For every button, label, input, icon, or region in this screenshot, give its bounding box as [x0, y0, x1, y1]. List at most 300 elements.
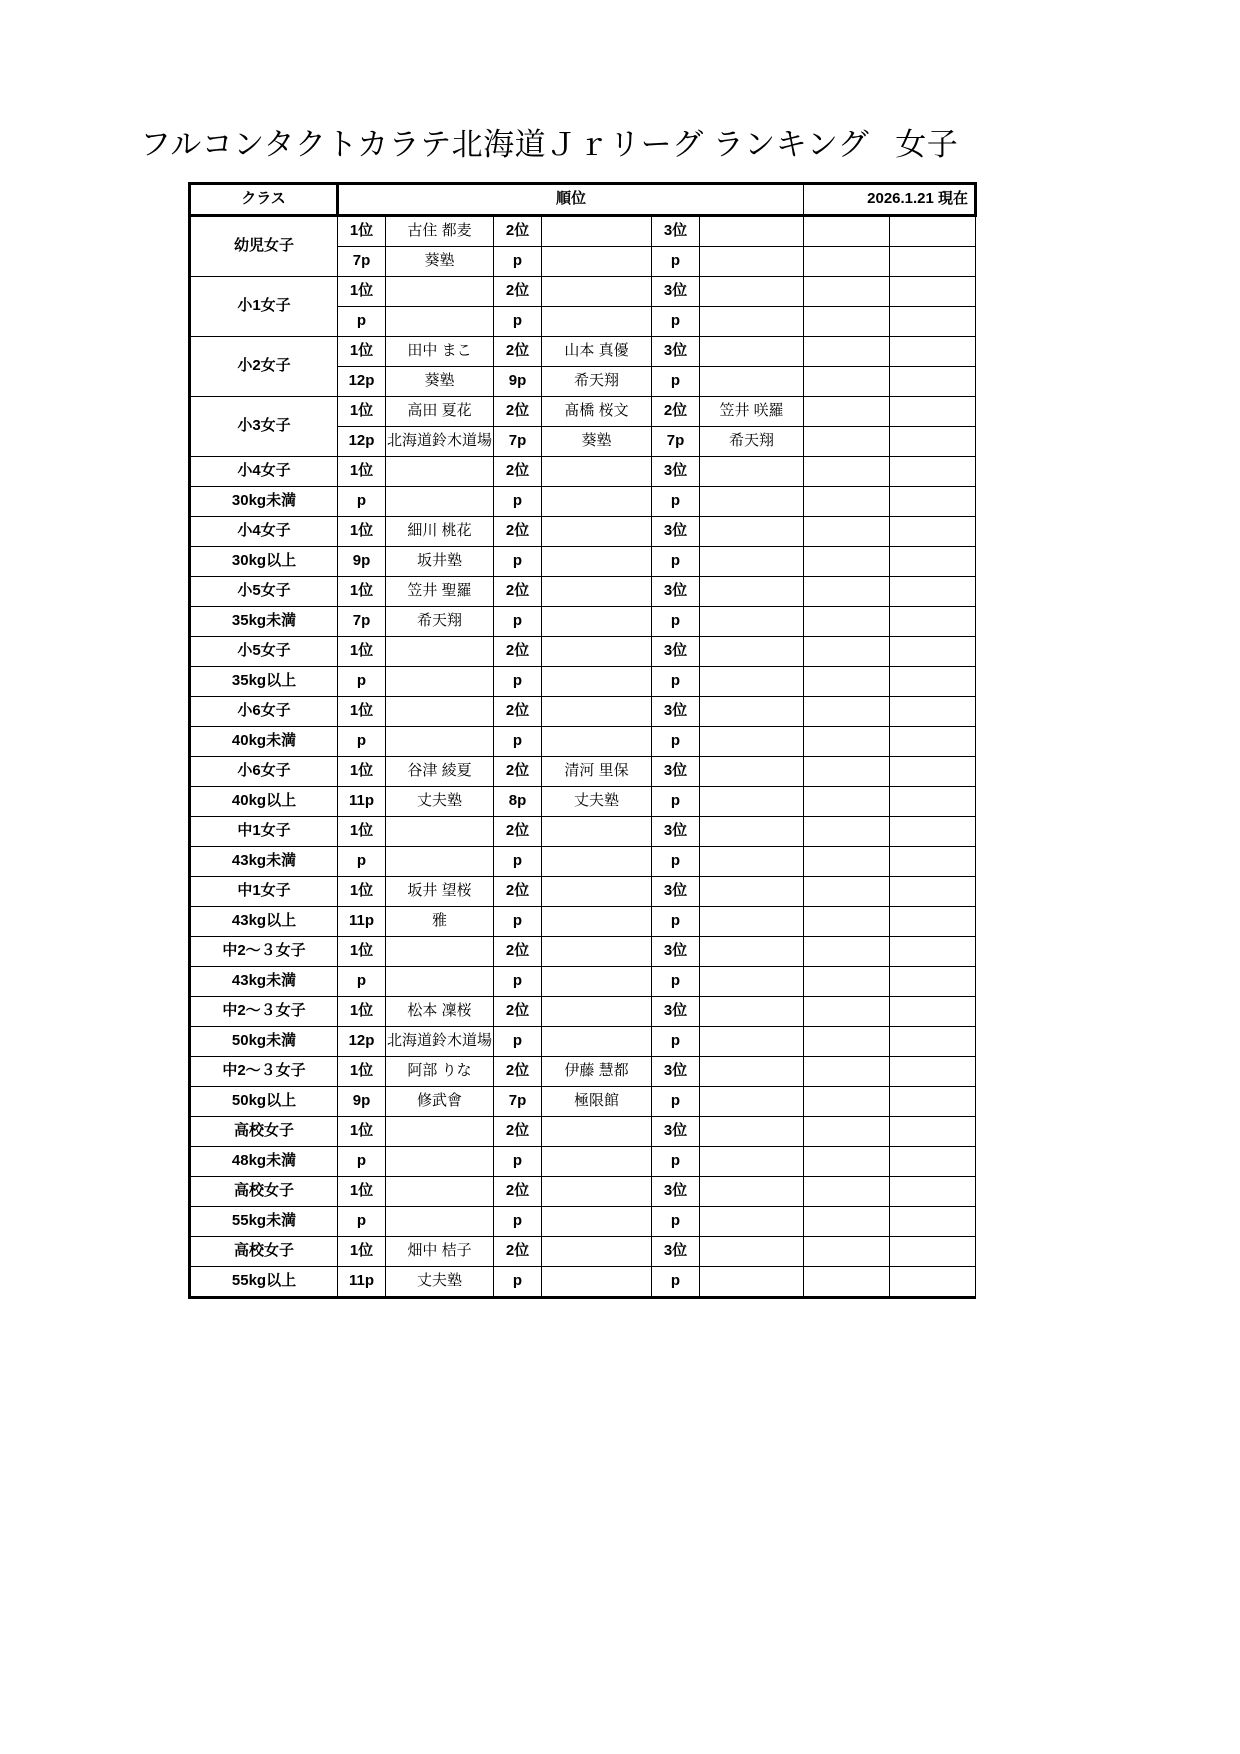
class-label [190, 997, 338, 1027]
competitor-name [386, 1117, 494, 1147]
empty-cell [890, 216, 976, 247]
points-value: p [494, 307, 542, 337]
ranking-table [188, 182, 977, 1299]
rank-label: 1位 [338, 1177, 386, 1207]
rank-label: 1位 [338, 277, 386, 307]
competitor-name: 坂井 望桜 [386, 877, 494, 907]
points-value: 7p [338, 607, 386, 637]
class-label [190, 1057, 338, 1087]
empty-cell [890, 937, 976, 967]
dojo-name [700, 727, 804, 757]
dojo-name [700, 307, 804, 337]
rank-label: 1位 [338, 216, 386, 247]
competitor-name: 笠井 咲羅 [700, 397, 804, 427]
points-value: p [338, 307, 386, 337]
empty-cell [890, 1147, 976, 1177]
page-title-main: フルコンタクトカラテ北海道Ｊｒリーグ ランキング [140, 127, 870, 162]
empty-cell [890, 487, 976, 517]
table-row [190, 937, 976, 967]
rank-label: 3位 [652, 877, 700, 907]
table-row [190, 337, 976, 367]
class-weight-label: 30kg以上 [190, 547, 338, 577]
empty-cell [804, 697, 890, 727]
competitor-name [542, 637, 652, 667]
points-value: 12p [338, 1027, 386, 1057]
class-label-line1: 小5女子 [237, 582, 291, 600]
class-label [190, 817, 338, 847]
rank-label: 1位 [338, 1237, 386, 1267]
class-weight-label: 35kg未満 [190, 607, 338, 637]
rank-label: 1位 [338, 337, 386, 367]
rank-label: 2位 [494, 757, 542, 787]
points-value: 12p [338, 427, 386, 457]
points-value: p [338, 487, 386, 517]
competitor-name [542, 697, 652, 727]
empty-cell [890, 697, 976, 727]
points-value: p [338, 667, 386, 697]
dojo-name [386, 307, 494, 337]
empty-cell [804, 757, 890, 787]
dojo-name: 丈夫塾 [386, 787, 494, 817]
empty-cell [804, 847, 890, 877]
points-value: p [494, 247, 542, 277]
dojo-name: 修武會 [386, 1087, 494, 1117]
points-value: p [338, 727, 386, 757]
rank-label: 1位 [338, 397, 386, 427]
class-label-line1: 小3女子 [237, 417, 291, 435]
table-row [190, 637, 976, 667]
competitor-name [542, 1237, 652, 1267]
class-label-line1: 小6女子 [237, 702, 291, 720]
header-class: クラス [190, 184, 338, 216]
points-value: p [494, 487, 542, 517]
empty-cell [804, 216, 890, 247]
competitor-name [542, 817, 652, 847]
competitor-name: 古住 都麦 [386, 216, 494, 247]
class-label-line1: 中2〜３女子 [222, 1002, 306, 1020]
points-value: p [652, 1027, 700, 1057]
empty-cell [890, 607, 976, 637]
table-row-points [190, 487, 976, 517]
rank-label: 3位 [652, 577, 700, 607]
rank-label: 3位 [652, 216, 700, 247]
points-value: p [494, 667, 542, 697]
class-label [190, 1117, 338, 1147]
competitor-name [700, 757, 804, 787]
rank-label: 3位 [652, 517, 700, 547]
empty-cell [890, 757, 976, 787]
table-row-points [190, 727, 976, 757]
rank-label: 2位 [494, 457, 542, 487]
empty-cell [890, 997, 976, 1027]
competitor-name [700, 817, 804, 847]
empty-cell [804, 997, 890, 1027]
class-label-line1: 小6女子 [237, 762, 291, 780]
dojo-name [386, 1147, 494, 1177]
class-label-line1: 高校女子 [233, 1122, 294, 1140]
table-header-row [190, 184, 976, 216]
dojo-name: 北海道鈴木道場 [386, 427, 494, 457]
empty-cell [804, 547, 890, 577]
rank-label: 1位 [338, 757, 386, 787]
class-label [190, 1177, 338, 1207]
class-label [190, 337, 338, 397]
points-value: 8p [494, 787, 542, 817]
dojo-name [542, 1267, 652, 1298]
points-value: p [338, 847, 386, 877]
class-label [190, 397, 338, 457]
competitor-name: 細川 桃花 [386, 517, 494, 547]
table-row-points [190, 1087, 976, 1117]
empty-cell [804, 1057, 890, 1087]
empty-cell [890, 1117, 976, 1147]
class-label [190, 517, 338, 547]
competitor-name: 畑中 桔子 [386, 1237, 494, 1267]
class-label [190, 457, 338, 487]
class-label [190, 877, 338, 907]
competitor-name [700, 337, 804, 367]
dojo-name [700, 247, 804, 277]
rank-label: 1位 [338, 457, 386, 487]
dojo-name [700, 547, 804, 577]
points-value: p [652, 847, 700, 877]
competitor-name [386, 457, 494, 487]
rank-label: 2位 [494, 1177, 542, 1207]
dojo-name [700, 487, 804, 517]
table-row [190, 216, 976, 247]
points-value: p [652, 667, 700, 697]
table-row-points [190, 1207, 976, 1237]
rank-label: 2位 [494, 1057, 542, 1087]
table-row-points [190, 547, 976, 577]
empty-cell [890, 307, 976, 337]
competitor-name [700, 1057, 804, 1087]
header-date: 2026.1.21 現在 [804, 184, 976, 216]
empty-cell [804, 877, 890, 907]
points-value: p [652, 307, 700, 337]
rank-label: 2位 [494, 1237, 542, 1267]
empty-cell [804, 817, 890, 847]
class-label-line1: 幼児女子 [233, 237, 294, 255]
competitor-name: 松本 凜桜 [386, 997, 494, 1027]
empty-cell [804, 277, 890, 307]
empty-cell [804, 517, 890, 547]
empty-cell [890, 247, 976, 277]
empty-cell [804, 337, 890, 367]
table-row [190, 877, 976, 907]
dojo-name: 坂井塾 [386, 547, 494, 577]
competitor-name: 清河 里保 [542, 757, 652, 787]
table-row-points [190, 1147, 976, 1177]
empty-cell [804, 727, 890, 757]
competitor-name [386, 697, 494, 727]
empty-cell [890, 877, 976, 907]
table-row-points [190, 847, 976, 877]
competitor-name [700, 577, 804, 607]
rank-label: 3位 [652, 1237, 700, 1267]
empty-cell [804, 427, 890, 457]
points-value: p [652, 247, 700, 277]
competitor-name [542, 517, 652, 547]
points-value: p [652, 487, 700, 517]
class-label-line1: 小4女子 [237, 462, 291, 480]
points-value: p [494, 1147, 542, 1177]
empty-cell [804, 1177, 890, 1207]
rank-label: 2位 [494, 637, 542, 667]
class-label [190, 216, 338, 277]
points-value: p [652, 607, 700, 637]
competitor-name [700, 216, 804, 247]
page-title-suffix: 女子 [895, 127, 959, 162]
class-label [190, 577, 338, 607]
points-value: p [338, 1207, 386, 1237]
rank-label: 3位 [652, 997, 700, 1027]
dojo-name [542, 1207, 652, 1237]
dojo-name [542, 547, 652, 577]
points-value: p [652, 547, 700, 577]
class-weight-label: 50kg未満 [190, 1027, 338, 1057]
class-weight-label: 43kg以上 [190, 907, 338, 937]
empty-cell [890, 1237, 976, 1267]
class-label [190, 937, 338, 967]
dojo-name [542, 487, 652, 517]
rank-label: 1位 [338, 517, 386, 547]
empty-cell [890, 637, 976, 667]
points-value: 7p [338, 247, 386, 277]
dojo-name [542, 847, 652, 877]
points-value: p [494, 1207, 542, 1237]
table-row-points [190, 787, 976, 817]
table-row [190, 757, 976, 787]
competitor-name [700, 1237, 804, 1267]
empty-cell [804, 1027, 890, 1057]
table-row [190, 517, 976, 547]
dojo-name [700, 1207, 804, 1237]
table-row [190, 277, 976, 307]
competitor-name [700, 877, 804, 907]
empty-cell [890, 967, 976, 997]
table-row [190, 457, 976, 487]
class-label-line1: 小2女子 [237, 357, 291, 375]
competitor-name [386, 817, 494, 847]
dojo-name [700, 847, 804, 877]
rank-label: 3位 [652, 1177, 700, 1207]
competitor-name [542, 457, 652, 487]
class-label-line1: 高校女子 [233, 1182, 294, 1200]
points-value: 7p [652, 427, 700, 457]
class-label [190, 637, 338, 667]
rank-label: 1位 [338, 577, 386, 607]
points-value: 9p [338, 547, 386, 577]
empty-cell [890, 1087, 976, 1117]
rank-label: 2位 [494, 517, 542, 547]
dojo-name [542, 967, 652, 997]
rank-label: 3位 [652, 337, 700, 367]
points-value: p [338, 1147, 386, 1177]
points-value: 11p [338, 1267, 386, 1298]
empty-cell [804, 1207, 890, 1237]
rank-label: 2位 [494, 697, 542, 727]
empty-cell [890, 337, 976, 367]
dojo-name [542, 727, 652, 757]
competitor-name [542, 577, 652, 607]
page-title [140, 119, 958, 164]
table-row-points [190, 607, 976, 637]
empty-cell [890, 727, 976, 757]
competitor-name: 田中 まこ [386, 337, 494, 367]
empty-cell [804, 307, 890, 337]
empty-cell [890, 847, 976, 877]
class-label-line1: 中2〜３女子 [222, 1062, 306, 1080]
table-row [190, 997, 976, 1027]
table-row [190, 1117, 976, 1147]
competitor-name [542, 1117, 652, 1147]
rank-label: 2位 [494, 817, 542, 847]
dojo-name [542, 247, 652, 277]
competitor-name [386, 637, 494, 667]
competitor-name [700, 937, 804, 967]
points-value: p [494, 727, 542, 757]
empty-cell [804, 367, 890, 397]
empty-cell [890, 577, 976, 607]
competitor-name [700, 1117, 804, 1147]
class-weight-label: 40kg以上 [190, 787, 338, 817]
header-rank: 順位 [338, 184, 804, 216]
competitor-name [542, 997, 652, 1027]
empty-cell [804, 607, 890, 637]
dojo-name [386, 487, 494, 517]
dojo-name [700, 787, 804, 817]
competitor-name: 阿部 りな [386, 1057, 494, 1087]
points-value: 11p [338, 787, 386, 817]
empty-cell [890, 457, 976, 487]
class-label-line1: 中2〜３女子 [222, 942, 306, 960]
table-row [190, 577, 976, 607]
dojo-name: 雅 [386, 907, 494, 937]
empty-cell [804, 487, 890, 517]
dojo-name: 希天翔 [542, 367, 652, 397]
empty-cell [890, 1207, 976, 1237]
empty-cell [804, 787, 890, 817]
rank-label: 1位 [338, 877, 386, 907]
competitor-name [386, 277, 494, 307]
competitor-name: 髙橋 桜文 [542, 397, 652, 427]
empty-cell [804, 667, 890, 697]
dojo-name [386, 847, 494, 877]
empty-cell [804, 637, 890, 667]
table-row [190, 697, 976, 727]
empty-cell [804, 937, 890, 967]
dojo-name: 丈夫塾 [542, 787, 652, 817]
points-value: 7p [494, 427, 542, 457]
table-row-points [190, 1267, 976, 1298]
points-value: p [494, 907, 542, 937]
competitor-name [700, 997, 804, 1027]
points-value: p [494, 1027, 542, 1057]
competitor-name [700, 277, 804, 307]
class-label-line1: 高校女子 [233, 1242, 294, 1260]
rank-label: 2位 [494, 397, 542, 427]
dojo-name [542, 307, 652, 337]
competitor-name [700, 697, 804, 727]
points-value: p [652, 787, 700, 817]
empty-cell [804, 1237, 890, 1267]
dojo-name [386, 1207, 494, 1237]
dojo-name [542, 667, 652, 697]
points-value: p [652, 1087, 700, 1117]
rank-label: 3位 [652, 457, 700, 487]
class-label [190, 277, 338, 337]
rank-label: 1位 [338, 1117, 386, 1147]
empty-cell [890, 367, 976, 397]
empty-cell [804, 577, 890, 607]
class-label-line1: 小5女子 [237, 642, 291, 660]
competitor-name [542, 216, 652, 247]
dojo-name [542, 1027, 652, 1057]
dojo-name [700, 1027, 804, 1057]
class-label-line1: 中1女子 [237, 822, 291, 840]
dojo-name: 希天翔 [700, 427, 804, 457]
competitor-name: 笠井 聖羅 [386, 577, 494, 607]
empty-cell [804, 1147, 890, 1177]
dojo-name [386, 667, 494, 697]
dojo-name [542, 907, 652, 937]
table-row-points [190, 667, 976, 697]
rank-label: 2位 [494, 337, 542, 367]
class-label-line1: 小1女子 [237, 297, 291, 315]
class-weight-label: 50kg以上 [190, 1087, 338, 1117]
dojo-name [700, 607, 804, 637]
competitor-name [700, 1177, 804, 1207]
dojo-name [542, 607, 652, 637]
empty-cell [890, 427, 976, 457]
points-value: p [652, 367, 700, 397]
dojo-name [700, 667, 804, 697]
empty-cell [804, 397, 890, 427]
rank-label: 3位 [652, 817, 700, 847]
points-value: 11p [338, 907, 386, 937]
dojo-name [386, 727, 494, 757]
competitor-name [542, 877, 652, 907]
competitor-name: 伊藤 慧都 [542, 1057, 652, 1087]
empty-cell [890, 817, 976, 847]
empty-cell [804, 457, 890, 487]
empty-cell [890, 547, 976, 577]
class-label [190, 757, 338, 787]
points-value: p [494, 967, 542, 997]
rank-label: 1位 [338, 697, 386, 727]
competitor-name [542, 277, 652, 307]
empty-cell [890, 1057, 976, 1087]
rank-label: 3位 [652, 277, 700, 307]
empty-cell [804, 1087, 890, 1117]
points-value: p [652, 1207, 700, 1237]
class-weight-label: 48kg未満 [190, 1147, 338, 1177]
table-row [190, 1237, 976, 1267]
table-row-points [190, 1027, 976, 1057]
rank-label: 2位 [494, 997, 542, 1027]
rank-label: 2位 [494, 877, 542, 907]
class-label-line1: 中1女子 [237, 882, 291, 900]
empty-cell [890, 397, 976, 427]
empty-cell [890, 667, 976, 697]
rank-label: 3位 [652, 697, 700, 727]
empty-cell [890, 517, 976, 547]
dojo-name [542, 1147, 652, 1177]
class-label [190, 1237, 338, 1267]
rank-label: 3位 [652, 757, 700, 787]
empty-cell [890, 1267, 976, 1298]
